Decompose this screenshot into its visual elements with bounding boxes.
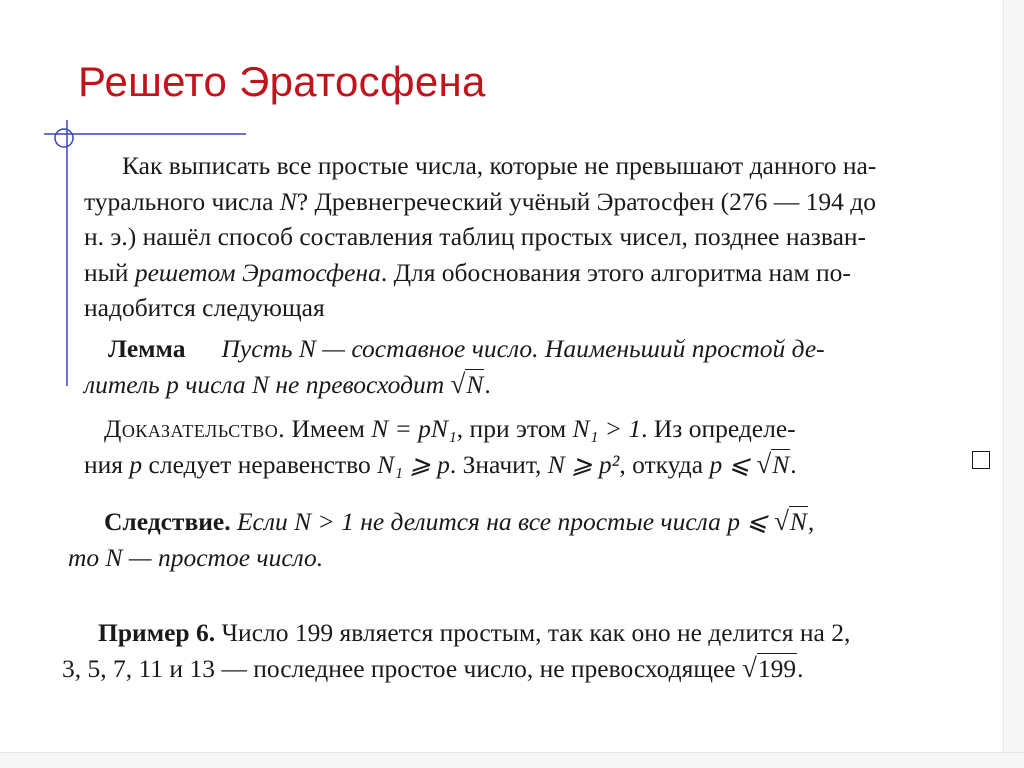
proof-var-p: p xyxy=(129,449,143,479)
proof-text-2e: . Значит, xyxy=(449,449,548,479)
lemma-line-2 xyxy=(84,367,996,403)
intro-text-5: надобится следующая xyxy=(84,293,325,322)
example-line-2 xyxy=(62,651,998,687)
lemma-block xyxy=(84,331,996,402)
example-text-2: 3, 5, 7, 11 и 13 — последнее простое число, не превосходящее xyxy=(62,653,742,683)
proof-math-1d: N₁ > 1 xyxy=(572,414,642,443)
proof-sqrt-arg: N xyxy=(772,449,790,479)
lemma-end: . xyxy=(484,369,491,399)
corollary-line-1 xyxy=(68,504,998,540)
lemma-sqrt-n xyxy=(451,367,485,403)
proof-line-2 xyxy=(84,447,996,483)
lemma-text-1: Пусть N — составное число. Наименьший простой де- xyxy=(221,334,825,363)
corollary-label: Следствие. xyxy=(104,507,231,536)
intro-text-2c: ? Древнегреческий учёный Эратосфен (276 — 194 до xyxy=(296,186,876,216)
corollary-sqrt-n xyxy=(774,504,808,540)
intro-text-3: н. э.) нашёл способ составления таблиц простых чисел, позднее назван- xyxy=(84,222,867,251)
bottom-frame-strip xyxy=(0,752,1024,768)
proof-text-2g: , откуда xyxy=(619,449,710,479)
example-sqrt-radical: √ xyxy=(742,652,757,683)
intro-paragraph xyxy=(84,148,996,326)
intro-line-5 xyxy=(84,290,996,326)
proof-sqrt-n xyxy=(756,447,790,483)
intro-text-2a: турального числа xyxy=(84,186,280,216)
proof-math-1b: N = pN₁ xyxy=(371,414,457,443)
proof-sqrt-radical: √ xyxy=(756,448,772,479)
example-line-1 xyxy=(62,615,998,651)
example-text-1: Число 199 является простым, так как оно не делится на 2, xyxy=(215,618,851,647)
corollary-text-2: то N — простое число. xyxy=(68,542,324,572)
proof-math-2f: N ⩾ p² xyxy=(547,449,620,479)
example-label: Пример 6. xyxy=(98,618,216,647)
corollary-sqrt-arg: N xyxy=(789,507,807,536)
corollary-sqrt-radical: √ xyxy=(774,506,789,536)
intro-line-1 xyxy=(84,148,996,184)
example-sqrt-199 xyxy=(742,651,797,687)
intro-text-4a: ный xyxy=(84,257,135,287)
lemma-line-1 xyxy=(84,331,996,367)
corollary-text-1: Если N > 1 не делится на все простые числа p ⩽ xyxy=(230,507,775,536)
proof-block xyxy=(84,411,996,482)
intro-var-n: N xyxy=(279,186,297,216)
proof-label: Доказательство. xyxy=(104,414,286,443)
lemma-text-2: литель p числа N не превосходит xyxy=(84,369,451,399)
proof-line-1 xyxy=(84,411,996,447)
qed-square xyxy=(972,451,990,469)
example-sqrt-arg: 199 xyxy=(757,653,797,683)
proof-text-1e: . Из определе- xyxy=(641,414,796,443)
proof-text-2c: следует неравенство xyxy=(142,449,378,479)
corollary-line-2 xyxy=(68,540,998,576)
intro-text-1: Как выписать все простые числа, которые не превышают данного на- xyxy=(122,151,877,180)
proof-math-2h: p ⩽ xyxy=(709,449,757,479)
proof-text-2a: ния xyxy=(84,449,130,479)
proof-math-2d: N₁ ⩾ p xyxy=(377,449,450,479)
proof-text-1c: , при этом xyxy=(456,414,573,443)
proof-text-1a: Имеем xyxy=(285,414,372,443)
example-block xyxy=(62,615,998,686)
example-end: . xyxy=(797,653,804,683)
slide-title: Решето Эратосфена xyxy=(78,58,486,105)
intro-term-sieve: решетом Эратосфена xyxy=(134,257,381,287)
lemma-sqrt-arg: N xyxy=(466,369,484,399)
lemma-label: Лемма xyxy=(108,334,186,363)
corollary-comma: , xyxy=(807,507,815,536)
lemma-sqrt-radical: √ xyxy=(450,368,466,399)
intro-line-4 xyxy=(84,255,996,291)
proof-end: . xyxy=(790,449,797,479)
intro-text-4c: . Для обоснования этого алгоритма нам по- xyxy=(380,257,851,287)
intro-line-3 xyxy=(84,219,996,255)
right-frame-strip xyxy=(1003,0,1024,767)
intro-line-2 xyxy=(84,184,996,220)
corollary-block xyxy=(68,504,998,575)
